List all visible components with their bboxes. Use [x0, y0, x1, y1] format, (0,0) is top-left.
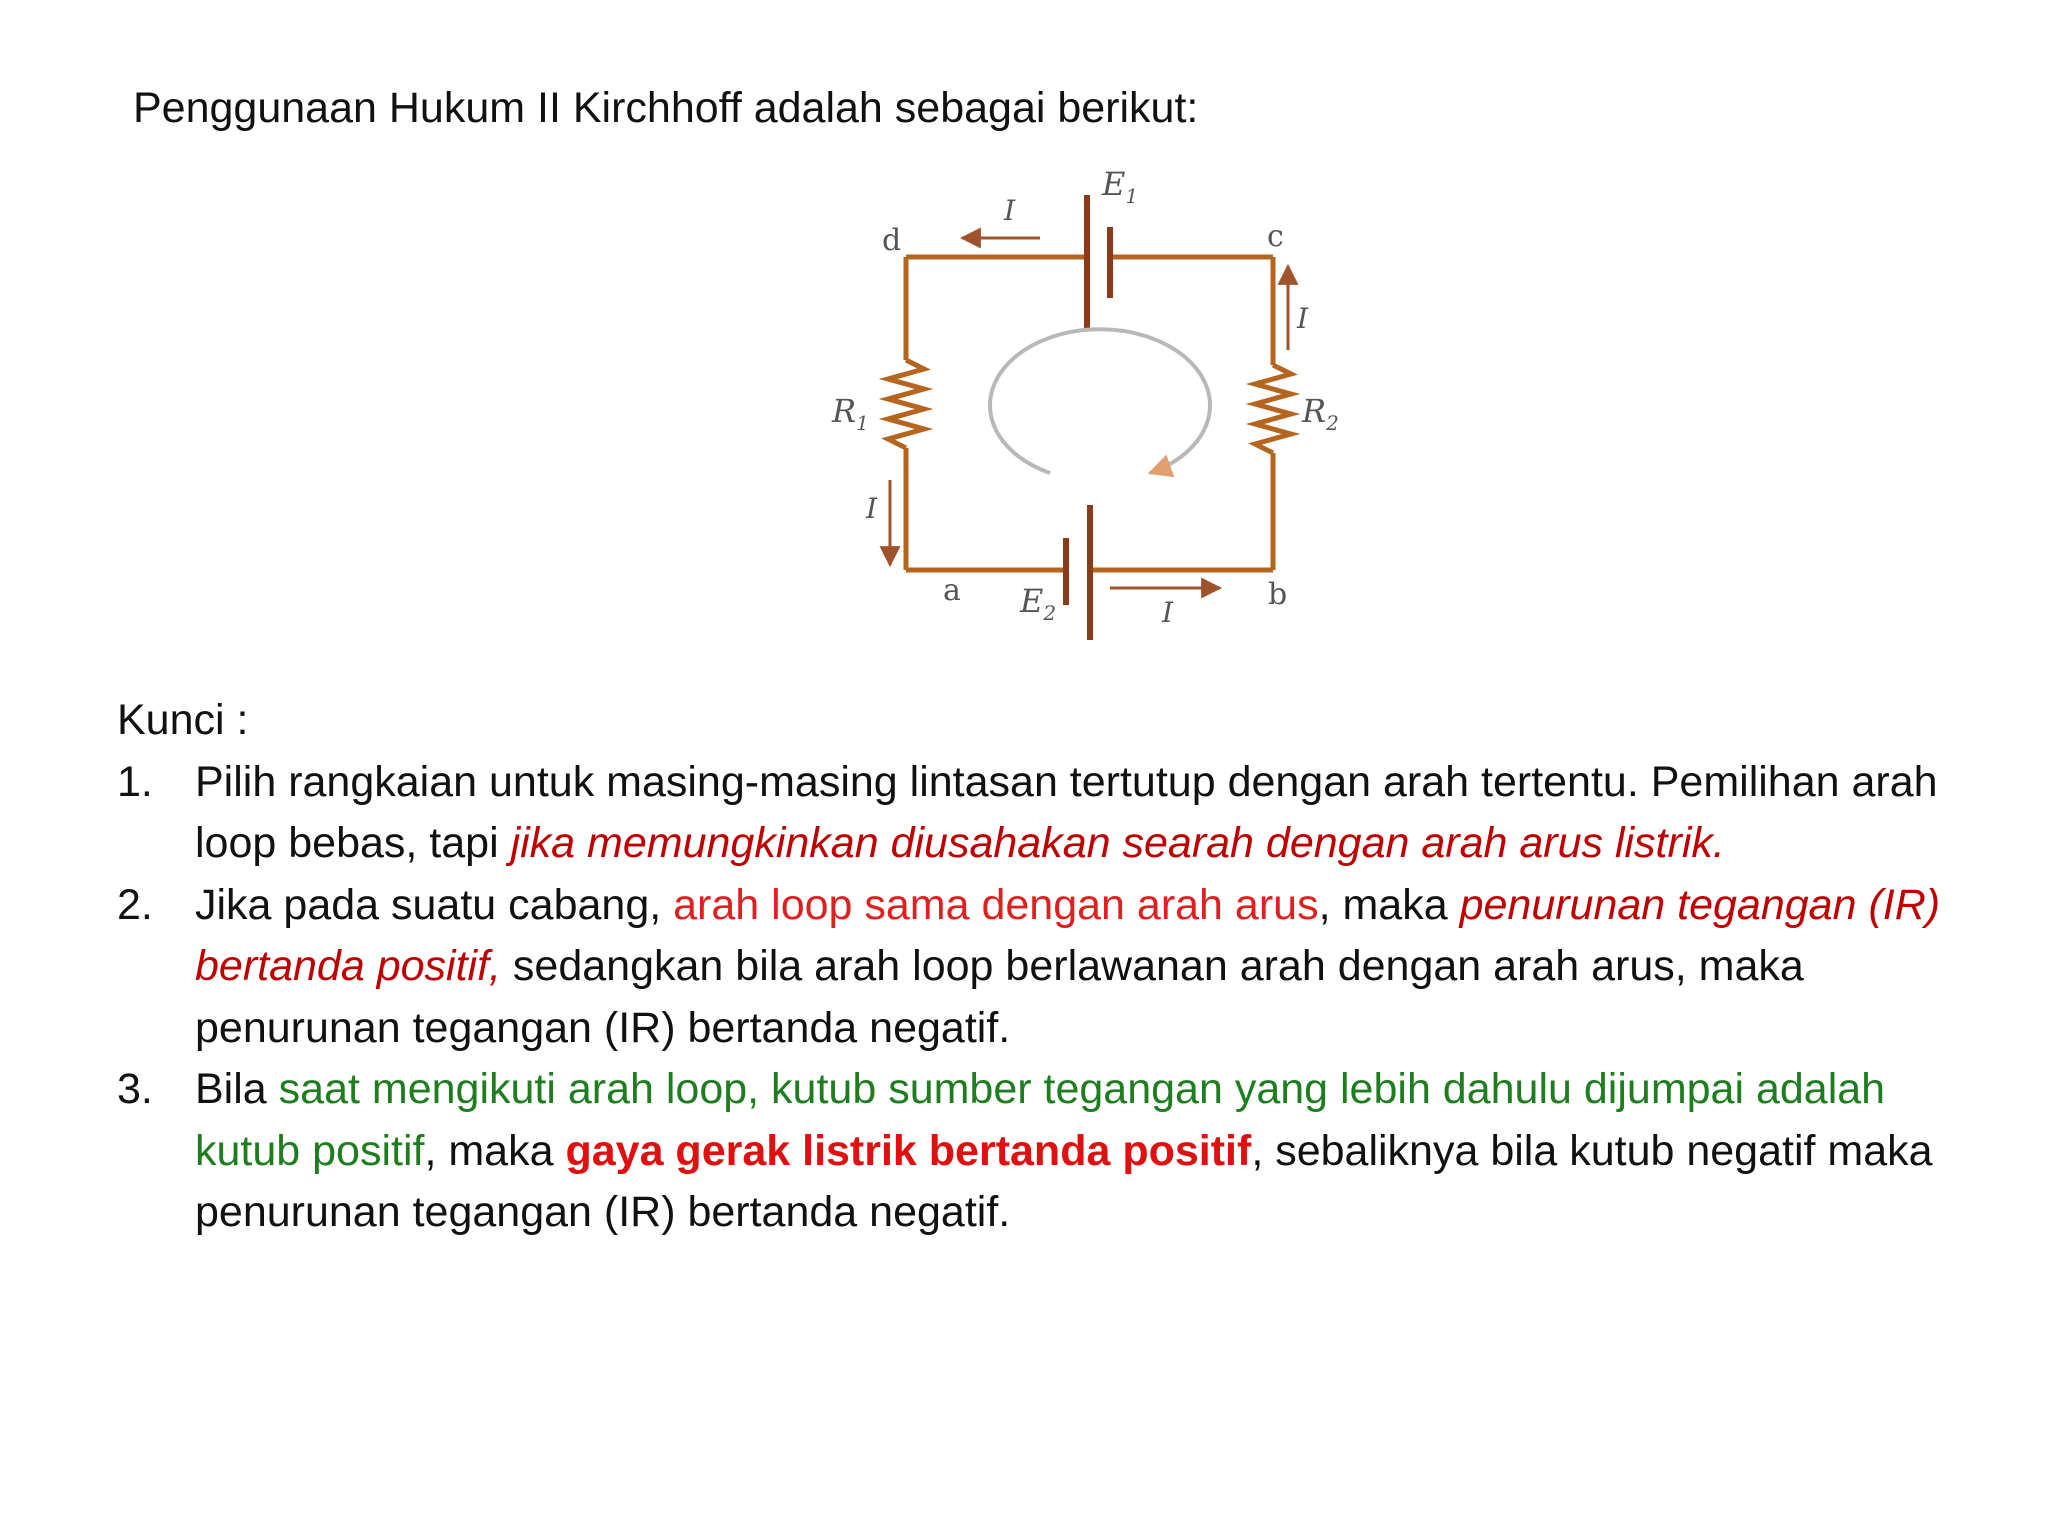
node-label-a: a — [943, 573, 961, 608]
key-item-1 — [117, 752, 1977, 875]
label-r1: $R_1$ — [832, 392, 869, 435]
label-e2: $E_2$ — [1020, 582, 1057, 625]
label-e1: $E_1$ — [1102, 165, 1139, 208]
highlight-text: saat mengikuti arah loop, kutub sumber tegangan yang lebih dahulu dijumpai adalah kutub positif — [195, 1065, 1886, 1175]
current-label-left: I — [866, 492, 878, 525]
node-label-b: b — [1268, 577, 1288, 612]
kirchhoff-loop-diagram — [810, 160, 1370, 670]
loop-direction-arc — [990, 329, 1210, 473]
key-item-3 — [117, 1059, 1977, 1244]
item-text: sedangkan bila arah loop berlawanan arah dengan arah arus, maka penurunan tegangan (IR) bertanda negatif. — [195, 942, 1804, 1052]
item-number: 3. — [117, 1065, 153, 1113]
node-label-d: d — [882, 223, 902, 258]
current-label-top: I — [1004, 194, 1016, 227]
item-number: 2. — [117, 880, 153, 929]
key-item-2 — [117, 875, 1977, 1060]
item-text: Jika pada suatu cabang, — [195, 880, 674, 929]
item-text: , maka — [1318, 880, 1460, 929]
item-number: 1. — [117, 757, 153, 806]
key-section — [117, 690, 1977, 1244]
item-text: , maka — [424, 1126, 566, 1175]
node-label-c: c — [1267, 219, 1284, 254]
resistor-r2 — [1255, 365, 1291, 453]
emphasis-text: jika memungkinkan diusahakan searah dengan arah arus listrik. — [510, 819, 1725, 867]
slide-title: Penggunaan Hukum II Kirchhoff adalah sebagai berikut: — [133, 84, 1199, 132]
key-list — [117, 752, 1977, 1244]
key-heading: Kunci : — [117, 696, 249, 744]
item-text: Bila — [195, 1065, 279, 1113]
resistor-r1 — [888, 360, 924, 448]
label-r2: $R_2$ — [1302, 392, 1339, 435]
current-label-right: I — [1297, 302, 1309, 335]
item-text: Pilih rangkaian untuk masing-masing lintasan tertutup dengan arah tertentu. Pemilihan arah loop bebas, tapi — [195, 757, 1938, 867]
emphasis-text: gaya gerak listrik bertanda positif — [565, 1126, 1252, 1175]
highlight-text: arah loop sama dengan arah arus — [673, 880, 1319, 929]
current-label-bottom: I — [1162, 596, 1174, 629]
item-text: , sebaliknya bila kutub negatif maka penurunan tegangan (IR) bertanda negatif. — [195, 1126, 1933, 1236]
emphasis-text: penurunan tegangan (IR) bertanda positif, — [195, 880, 1941, 990]
